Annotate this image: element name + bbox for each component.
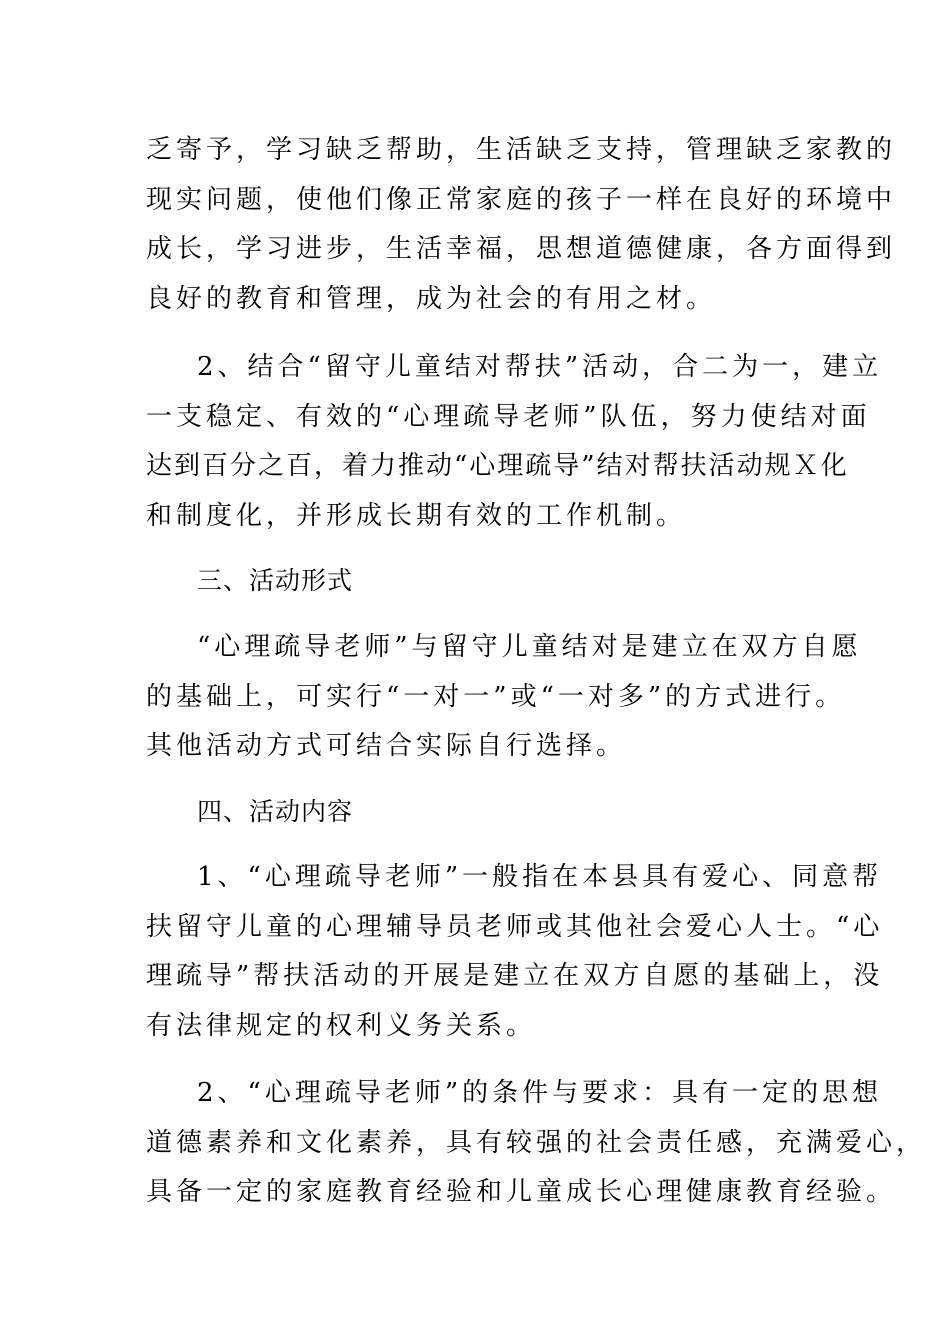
paragraph-line: 2、结合“留守儿童结对帮扶”活动，合二为一，建立: [197, 352, 883, 382]
paragraph-line: 有法律规定的权利义务关系。: [146, 1011, 537, 1041]
paragraph-line: 和制度化，并形成长期有效的工作机制。: [146, 501, 687, 531]
paragraph-line: 成长，学习进步，生活幸福，思想道德健康，各方面得到: [146, 234, 897, 264]
section-heading: 四、活动内容: [197, 797, 354, 826]
paragraph-line: 其他活动方式可结合实际自行选择。: [146, 731, 627, 761]
paragraph-line: 良好的教育和管理，成为社会的有用之材。: [146, 284, 717, 314]
paragraph-line: 理疏导”帮扶活动的开展是建立在双方自愿的基础上，没: [146, 961, 884, 991]
section-heading: 三、活动形式: [197, 566, 354, 595]
paragraph-line: “心理疏导老师”与留守儿童结对是建立在双方自愿: [197, 632, 862, 662]
paragraph-line: 乏寄予，学习缺乏帮助，生活缺乏支持，管理缺乏家教的: [146, 135, 897, 165]
paragraph-line: 2、“心理疏导老师”的条件与要求：具有一定的思想: [197, 1078, 883, 1108]
paragraph-line: 的基础上，可实行“一对一”或“一对多”的方式进行。: [146, 682, 846, 712]
paragraph-line: 达到百分之百，着力推动“心理疏导”结对帮扶活动规Ｘ化: [146, 451, 849, 481]
paragraph-line: 1、“心理疏导老师”一般指在本县具有爱心、同意帮: [197, 862, 883, 892]
paragraph-line: 扶留守儿童的心理辅导员老师或其他社会爱心人士。“心: [146, 912, 884, 942]
paragraph-line: 具备一定的家庭教育经验和儿童成长心理健康教育经验。: [146, 1177, 897, 1207]
paragraph-line: 一支稳定、有效的“心理疏导老师”队伍，努力使结对面: [146, 402, 871, 432]
paragraph-line: 现实问题，使他们像正常家庭的孩子一样在良好的环境中: [146, 185, 897, 215]
paragraph-line: 道德素养和文化素养，具有较强的社会责任感，充满爱心，: [146, 1128, 927, 1158]
